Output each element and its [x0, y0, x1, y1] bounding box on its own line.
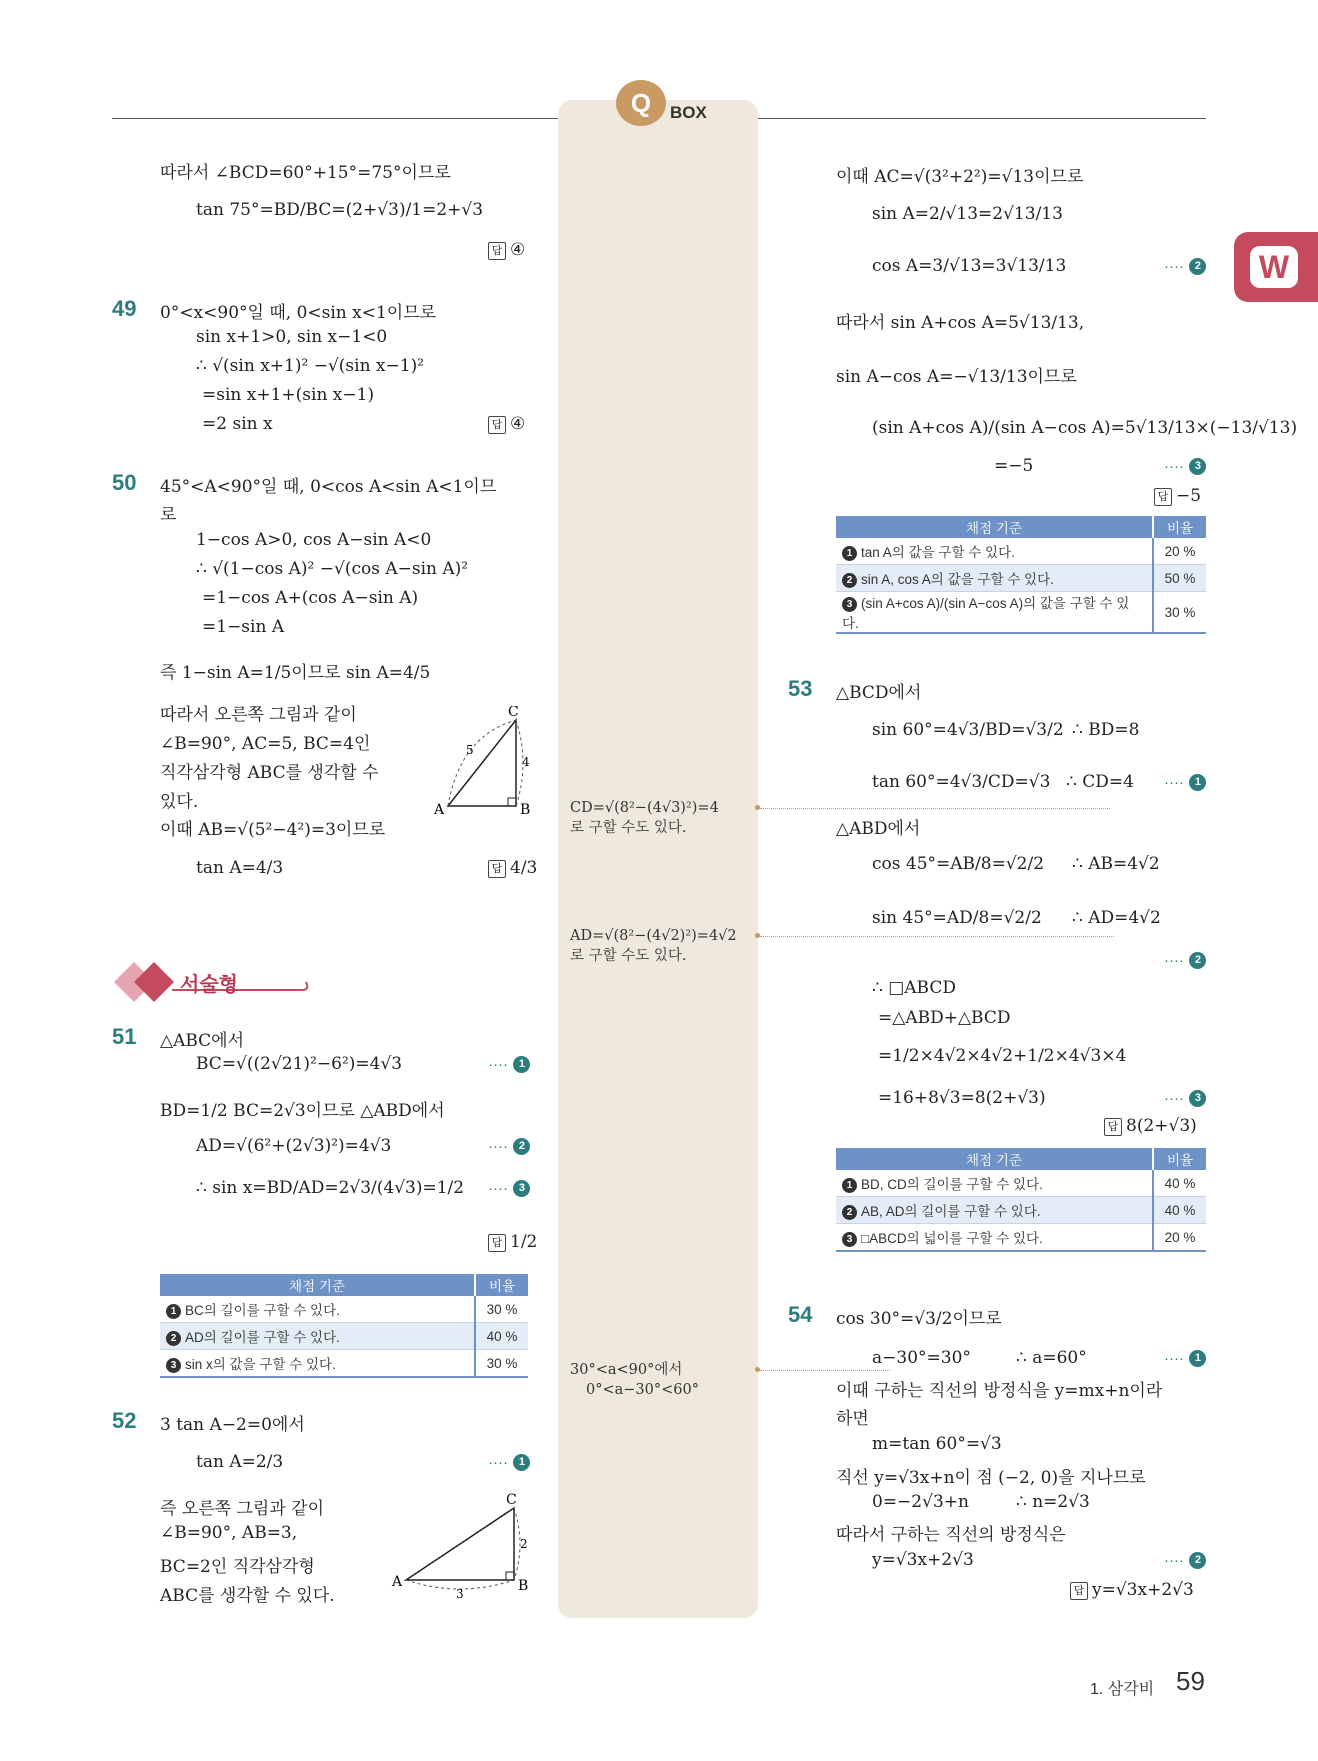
- p50-line: =1−cos A+(cos A−sin A): [202, 588, 419, 608]
- qbox-label: BOX: [670, 103, 707, 122]
- grading-header-criteria: 채점 기준: [836, 516, 1153, 538]
- p53-step-1: ···· 1: [1164, 772, 1206, 792]
- fig52-label-a: A: [392, 1574, 403, 1590]
- p48-answer: 답 ④: [488, 240, 525, 260]
- p50-line: 직각삼각형 ABC를 생각할 수: [160, 763, 379, 783]
- p52-cont-line: sin A=2/√13=2√13/13: [872, 204, 1063, 224]
- grading-header-ratio: 비율: [1153, 1148, 1206, 1170]
- p50-line: 로: [160, 505, 177, 525]
- p49-line: =sin x+1+(sin x−1): [202, 385, 375, 405]
- p49-line: sin x+1>0, sin x−1<0: [196, 327, 388, 347]
- grading-table-51: 채점 기준 비율 1 BC의 길이를 구할 수 있다. 30 % 2 AD의 길이를 구할 수 있다. 40 % 3 sin x의 값을 구할 수 있다. 30 %: [160, 1274, 528, 1378]
- p50-line: ∠B=90°, AC=5, BC=4인: [160, 734, 371, 754]
- grading-criterion: BD, CD의 길이를 구할 수 있다.: [861, 1177, 1043, 1192]
- grading-ratio: 30 %: [475, 1296, 528, 1323]
- p50-line: 있다.: [160, 792, 199, 812]
- problem-number-52: 52: [112, 1408, 137, 1433]
- fig52-label-base: 3: [456, 1587, 464, 1600]
- p50-line: 따라서 오른쪽 그림과 같이: [160, 705, 357, 725]
- p52-cont-line: cos A=3/√13=3√13/13: [872, 256, 1067, 276]
- p52-cont-line: 이때 AC=√(3²+2²)=√13이므로: [836, 167, 1084, 187]
- grading-criterion: AD의 길이를 구할 수 있다.: [185, 1330, 340, 1345]
- fig52-label-c: C: [506, 1492, 517, 1508]
- p54-line: m=tan 60°=√3: [872, 1434, 1002, 1454]
- p50-line: tan A=4/3: [196, 858, 284, 878]
- grading-ratio: 20 %: [1153, 1224, 1206, 1252]
- fig50-label-side: 4: [522, 755, 530, 769]
- triangle-figure-52: [386, 1490, 536, 1600]
- p53-line: △ABD에서: [836, 819, 921, 839]
- p53-line: =16+8√3=8(2+√3): [878, 1088, 1046, 1108]
- grading-criterion: □ABCD의 넓이를 구할 수 있다.: [861, 1231, 1043, 1246]
- fig52-label-side: 2: [520, 1537, 528, 1551]
- page-number: 59: [1176, 1666, 1205, 1696]
- p52-line: BC=2인 직각삼각형: [160, 1557, 315, 1577]
- qbox-badge: Q: [616, 80, 666, 126]
- p52-line: ABC를 생각할 수 있다.: [160, 1586, 335, 1606]
- problem-number-50: 50: [112, 470, 137, 495]
- grading-ratio: 40 %: [1153, 1170, 1206, 1197]
- p53-line: cos 45°=AB/8=√2/2: [872, 854, 1045, 874]
- p53-line: ∴ BD=8: [1072, 720, 1140, 740]
- grading-criterion: AB, AD의 길이를 구할 수 있다.: [861, 1204, 1041, 1219]
- p53-line: sin 45°=AD/8=√2/2: [872, 908, 1042, 928]
- p51-step-3: ···· 3: [488, 1178, 530, 1198]
- qbox-note-1: CD=√(8²−(4√3)²)=4 로 구할 수도 있다.: [570, 798, 719, 838]
- p51-line: BC=√((2√21)²−6²)=4√3: [196, 1054, 403, 1074]
- p53-step-3: ···· 3: [1164, 1088, 1206, 1108]
- problem-number-51: 51: [112, 1024, 137, 1049]
- side-tab-letter: W: [1250, 246, 1298, 288]
- problem-number-54: 54: [788, 1302, 813, 1327]
- grading-ratio: 30 %: [475, 1350, 528, 1378]
- p48-line-2: tan 75°=BD/BC=(2+√3)/1=2+√3: [196, 200, 484, 220]
- grading-criterion: tan A의 값을 구할 수 있다.: [861, 545, 1015, 560]
- p54-step-1: ···· 1: [1164, 1348, 1206, 1368]
- p53-line: =△ABD+△BCD: [878, 1008, 1011, 1028]
- qbox-note-2: AD=√(8²−(4√2)²)=4√2 로 구할 수도 있다.: [570, 926, 737, 966]
- p53-line: =1/2×4√2×4√2+1/2×4√3×4: [878, 1046, 1127, 1066]
- p52-line: 즉 오른쪽 그림과 같이: [160, 1499, 325, 1519]
- fig50-label-c: C: [508, 706, 519, 720]
- fig52-label-b: B: [518, 1578, 529, 1594]
- p52-line: 3 tan A−2=0에서: [160, 1415, 305, 1435]
- side-tab[interactable]: [1234, 232, 1318, 302]
- p54-step-2: ···· 2: [1164, 1550, 1206, 1570]
- p50-line: 즉 1−sin A=1/5이므로 sin A=4/5: [160, 663, 431, 683]
- grading-header-criteria: 채점 기준: [836, 1148, 1153, 1170]
- p50-line: 45°<A<90°일 때, 0<cos A<sin A<1이므: [160, 477, 497, 497]
- triangle-figure-50: [430, 706, 530, 818]
- p54-line: a−30°=30°: [872, 1348, 971, 1368]
- grading-ratio: 50 %: [1153, 565, 1206, 592]
- top-rule-left: [112, 118, 558, 119]
- p54-answer: 답 y=√3x+2√3: [1070, 1580, 1194, 1600]
- p52-line: ∠B=90°, AB=3,: [160, 1523, 298, 1543]
- p49-answer: 답 ④: [488, 414, 525, 434]
- p53-answer: 답 8(2+√3): [1104, 1116, 1197, 1136]
- p54-line: 0=−2√3+n: [872, 1492, 969, 1512]
- p52-step-1: ···· 1: [488, 1452, 530, 1472]
- grading-criterion: (sin A+cos A)/(sin A−cos A)의 값을 구할 수 있다.: [842, 596, 1130, 631]
- footer-chapter: 1. 삼각비: [1090, 1681, 1155, 1698]
- p52-line: tan A=2/3: [196, 1452, 284, 1472]
- p50-line: ∴ √(1−cos A)² −√(cos A−sin A)²: [196, 559, 469, 579]
- grading-ratio: 30 %: [1153, 592, 1206, 634]
- p49-line: ∴ √(sin x+1)² −√(sin x−1)²: [196, 356, 425, 376]
- grading-ratio: 40 %: [475, 1323, 528, 1350]
- p52-cont-line: (sin A+cos A)/(sin A−cos A)=5√13/13×(−13/√13): [872, 418, 1298, 438]
- fig50-label-b: B: [520, 802, 530, 818]
- grading-ratio: 20 %: [1153, 538, 1206, 565]
- p53-line: △BCD에서: [836, 683, 922, 703]
- p51-step-1: ···· 1: [488, 1054, 530, 1074]
- grading-criterion: BC의 길이를 구할 수 있다.: [185, 1303, 340, 1318]
- p50-line: 이때 AB=√(5²−4²)=3이므로: [160, 820, 386, 840]
- p54-line: ∴ a=60°: [1016, 1348, 1087, 1368]
- seosul-label: 서술형: [180, 974, 238, 996]
- p54-line: 하면: [836, 1409, 869, 1429]
- p51-answer: 답 1/2: [488, 1232, 537, 1252]
- p51-line: △ABC에서: [160, 1031, 245, 1051]
- grading-table-52: 채점 기준 비율 1 tan A의 값을 구할 수 있다. 20 % 2 sin A, cos A의 값을 구할 수 있다. 50 % 3 (sin A+cos A)/(sin A−cos A)의 값을 구할 수 있다. 30 %: [836, 516, 1206, 634]
- p51-step-2: ···· 2: [488, 1136, 530, 1156]
- p52-answer: 답 −5: [1154, 486, 1201, 506]
- p54-line: 이때 구하는 직선의 방정식을 y=mx+n이라: [836, 1381, 1163, 1401]
- grading-ratio: 40 %: [1153, 1197, 1206, 1224]
- p51-line: BD=1/2 BC=2√3이므로 △ABD에서: [160, 1101, 445, 1121]
- grading-header-criteria: 채점 기준: [160, 1274, 475, 1296]
- grading-criterion: sin A, cos A의 값을 구할 수 있다.: [861, 572, 1054, 587]
- p50-answer: 답 4/3: [488, 858, 537, 878]
- p52-step-2: ···· 2: [1164, 256, 1206, 276]
- p49-line: 0°<x<90°일 때, 0<sin x<1이므로: [160, 303, 437, 323]
- p49-line: =2 sin x: [202, 414, 273, 434]
- p53-step-2: ···· 2: [1164, 950, 1206, 970]
- leader-line: [760, 936, 1114, 937]
- p53-line: sin 60°=4√3/BD=√3/2: [872, 720, 1064, 740]
- top-rule-right: [758, 118, 1206, 119]
- p53-line: tan 60°=4√3/CD=√3: [872, 772, 1051, 792]
- p50-line: 1−cos A>0, cos A−sin A<0: [196, 530, 432, 550]
- p52-step-3: ···· 3: [1164, 456, 1206, 476]
- p53-line: ∴ □ABCD: [872, 978, 957, 998]
- p54-line: cos 30°=√3/2이므로: [836, 1309, 1002, 1329]
- leader-line: [760, 1370, 890, 1371]
- p53-line: ∴ AD=4√2: [1072, 908, 1161, 928]
- grading-criterion: sin x의 값을 구할 수 있다.: [185, 1357, 336, 1372]
- p48-line-1: 따라서 ∠BCD=60°+15°=75°이므로: [160, 163, 451, 183]
- p54-line: 직선 y=√3x+n이 점 (−2, 0)을 지나므로: [836, 1468, 1146, 1488]
- grading-header-ratio: 비율: [475, 1274, 528, 1296]
- p54-line: ∴ n=2√3: [1016, 1492, 1090, 1512]
- fig50-label-hyp: 5: [466, 743, 474, 757]
- problem-number-53: 53: [788, 676, 813, 701]
- p54-line: y=√3x+2√3: [872, 1550, 974, 1570]
- p51-line: AD=√(6²+(2√3)²)=4√3: [196, 1136, 392, 1156]
- p53-line: ∴ AB=4√2: [1072, 854, 1160, 874]
- problem-number-49: 49: [112, 296, 137, 321]
- p51-line: ∴ sin x=BD/AD=2√3/(4√3)=1/2: [196, 1178, 465, 1198]
- fig50-label-a: A: [434, 802, 445, 818]
- p52-cont-line: =−5: [994, 456, 1034, 476]
- p52-cont-line: 따라서 sin A+cos A=5√13/13,: [836, 313, 1085, 333]
- p50-line: =1−sin A: [202, 617, 285, 637]
- leader-line: [760, 808, 1110, 809]
- p54-line: 따라서 구하는 직선의 방정식은: [836, 1525, 1066, 1545]
- p53-line: ∴ CD=4: [1066, 772, 1134, 792]
- grading-table-53: 채점 기준 비율 1 BD, CD의 길이를 구할 수 있다. 40 % 2 AB, AD의 길이를 구할 수 있다. 40 % 3 □ABCD의 넓이를 구할 수 있다. 20 %: [836, 1148, 1206, 1252]
- grading-header-ratio: 비율: [1153, 516, 1206, 538]
- section-header-seosul: [112, 960, 312, 1011]
- qbox-note-3: 30°<a<90°에서 0°<a−30°<60°: [570, 1360, 699, 1400]
- p52-cont-line: sin A−cos A=−√13/13이므로: [836, 367, 1077, 387]
